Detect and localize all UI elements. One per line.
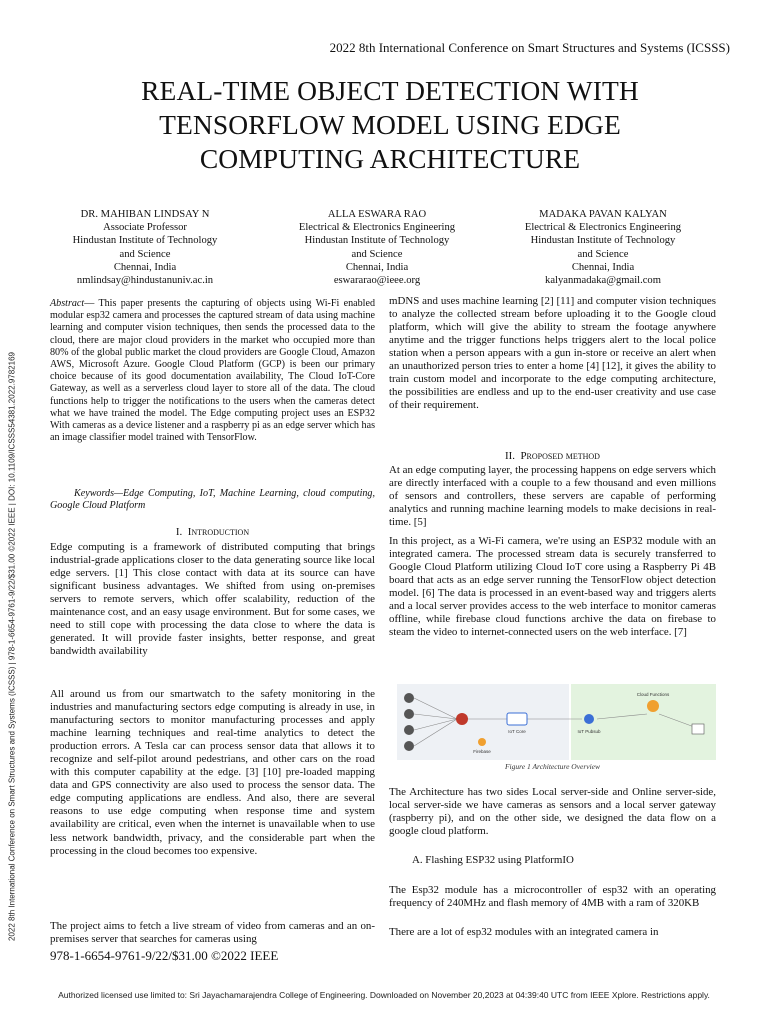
author-role: Electrical & Electronics Engineering	[298, 222, 456, 234]
paragraph: There are a lot of esp32 modules with an integrated camera in	[389, 926, 659, 938]
doi-sidebar-text: 2022 8th International Conference on Smart Structures and Systems (ICSSS) | 978-1-6654-9761-9/22/$31.00 ©2022 IEEE | DOI: 10.1109/ICSSS54381.2022.9782169	[7, 352, 17, 941]
functions-label: Cloud Functions	[636, 692, 670, 697]
conference-header: 2022 8th International Conference on Smart Structures and Systems (ICSSS)	[329, 40, 730, 55]
camera-icon	[404, 693, 414, 703]
paragraph: The project aims to fetch a live stream of video from cameras and an on-premises server that searches for cameras using	[50, 920, 375, 946]
title-line-1: REAL-TIME OBJECT DETECTION WITH	[141, 75, 639, 106]
keywords: Keywords—Edge Computing, IoT, Machine Learning, cloud computing, Google Cloud Platform	[50, 488, 375, 512]
isbn-copyright: 978-1-6654-9761-9/22/$31.00 ©2022 IEEE	[50, 948, 279, 963]
license-footer: Authorized licensed use limited to: Sri Jayachamarajendra College of Engineering. Downloaded on November 20,2023 at 04:39:40 UTC from IEEE Xplore. Restrictions apply.	[58, 990, 710, 1000]
iot-core-node	[507, 713, 527, 725]
iot-core-label: IoT Core	[508, 729, 526, 734]
author-block-2	[277, 208, 477, 287]
client-device-icon	[692, 724, 704, 734]
paper-title	[60, 74, 720, 176]
subsection-heading: A. Flashing ESP32 using PlatformIO	[412, 854, 574, 866]
abstract-text: — This paper presents the capturing of objects using Wi-Fi enabled modular esp32 camera and processes the captured stream of data using machine learning and computer vision techniques, then sends the processed data to the cloud, there are major cloud providers in the market who occupied more than 80% of the global public market the cloud providers are Google Cloud, Amazon AWS, Microsoft Azure. Google Cloud Platform (GCP) is been our primary choice because of its good documentation availability, The Cloud IoT-Core Gateway, as well as a serverless cloud layer to store all of the data. The cloud functions help to trigger the notifications to the users when the cameras detect what we have trained the model. The Edge computing project uses an ESP32 With cameras as a device listener and a raspberry pi as an edge server which has an image classifier model trained with TensorFlow.	[50, 298, 375, 444]
author-block-3	[503, 208, 703, 287]
section-heading-introduction: I. Introduction	[175, 526, 250, 538]
paragraph: At an edge computing layer, the processing happens on edge servers which are directly interfaced with a couple to a few thousand and even millions of sensors and controllers, these servers are capable of performing analytics and running machine learning models to make decisions in real-time. [5]	[389, 464, 716, 529]
author-affiliation-2: and Science	[577, 248, 629, 260]
firebase-label: Firebase	[473, 749, 491, 754]
author-affiliation-2: and Science	[351, 248, 403, 260]
author-affiliation: Hindustan Institute of Technology	[530, 235, 676, 247]
figure-caption: Figure 1 Architecture Overview	[504, 762, 601, 771]
abstract	[50, 298, 375, 444]
paragraph: All around us from our smartwatch to the safety monitoring in the industries and manufacturing sectors edge computing is already in use, in manufacturing sectors to monitor manufacturing processes and apply machine learning techniques and real-time analytics to detect the production errors. A Tesla car can process sensor data that allows it to recognize and self-pilot around pedestrians, and other cars on the road with this computer capability at the edge. [3] [10] pre-loaded mapping data and GPS connectivity are also used to process the sensor data. The edge computing applications are endless. And also, there are several reasons to use edge computing when response time and system availability are critical, even when the internet is unavailable when to use less network bandwidth, privacy, and the considerable part when the processing in the cloud becomes too expensive.	[50, 688, 375, 857]
section-heading-proposed-method: II. Proposed method	[505, 450, 600, 462]
author-role: Electrical & Electronics Engineering	[524, 222, 682, 234]
author-email[interactable]: kalyanmadaka@gmail.com	[545, 275, 661, 287]
camera-icon	[404, 709, 414, 719]
pubsub-node	[584, 714, 594, 724]
camera-icon	[404, 725, 414, 735]
paragraph: The Esp32 module has a microcontroller of esp32 with an operating frequency of 240MHz and flash memory of 4MB with a ram of 320KB	[389, 884, 716, 910]
author-city: Chennai, India	[571, 261, 635, 273]
firebase-icon	[478, 738, 486, 746]
functions-node	[647, 700, 659, 712]
architecture-figure	[397, 684, 716, 760]
author-affiliation: Hindustan Institute of Technology	[304, 235, 450, 247]
author-city: Chennai, India	[113, 261, 177, 273]
author-block-1	[45, 208, 245, 287]
author-name: ALLA ESWARA RAO	[327, 209, 427, 220]
author-city: Chennai, India	[345, 261, 409, 273]
author-email[interactable]: nmlindsay@hindustanuniv.ac.in	[76, 275, 214, 287]
paragraph: mDNS and uses machine learning [2] [11] and computer vision techniques to analyze the collected stream before uploading it to the Google cloud platform, which will give the ability to stream the footage anywhere anytime and the trigger functions helps triggers alert to the local police station when a person appears with a gun in-store or receive an alert when an unauthorized person tries to enter a home [4] [12], it gives the ability to train custom model and incorporate to the edge computing architecture, the possibilities are endless and up to the end-user creativity and use case of their requirement.	[389, 295, 716, 412]
pubsub-label: IoT Pubsub	[577, 729, 601, 734]
title-line-2: TENSORFLOW MODEL USING EDGE	[159, 109, 621, 140]
paragraph: The Architecture has two sides Local server-side and Online server-side, local server-side we have cameras as sensors and a local server gateway (raspberry pi), and on the other side, we designed the data flow on a google cloud platform.	[389, 786, 716, 838]
author-email[interactable]: eswararao@ieee.org	[333, 275, 421, 287]
author-affiliation: Hindustan Institute of Technology	[72, 235, 218, 247]
title-line-3: COMPUTING ARCHITECTURE	[199, 143, 581, 174]
author-role: Associate Professor	[103, 222, 187, 234]
author-affiliation-2: and Science	[119, 248, 171, 260]
paragraph: In this project, as a Wi-Fi camera, we're using an ESP32 module with an integrated camera. The processed stream data is securely transferred to Google Cloud Platform utilizing Cloud IoT core using a Raspberry Pi 4B board that acts as an edge server running the TensorFlow object detection model. [6] The data is processed in an event-based way and triggers alerts and a local server provides access to the web interface to monitor cameras offline, while firebase cloud functions archive the data on firebase to steam the video to internet-connected users on the web interface. [7]	[389, 535, 716, 639]
author-name: MADAKA PAVAN KALYAN	[539, 209, 667, 220]
camera-icon	[404, 741, 414, 751]
raspberry-pi-icon	[456, 713, 468, 725]
paragraph: Edge computing is a framework of distributed computing that brings industrial-grade applications closer to the data generating source like local edge servers. [1] This close contact with data at its source can have significant business advantages. We shifted from using on-premises servers to remote servers, which offer scalability, reduction of the maintenance cost, and an easy usage environment. But for some cases, we need to still cope with processing the data close to where the data is generated. It will provide faster insights, better response, and great bandwidth availability	[50, 541, 375, 658]
author-name: DR. MAHIBAN LINDSAY N	[80, 209, 210, 220]
doi-sidebar	[4, 300, 20, 1000]
abstract-label: Abstract	[50, 298, 85, 309]
